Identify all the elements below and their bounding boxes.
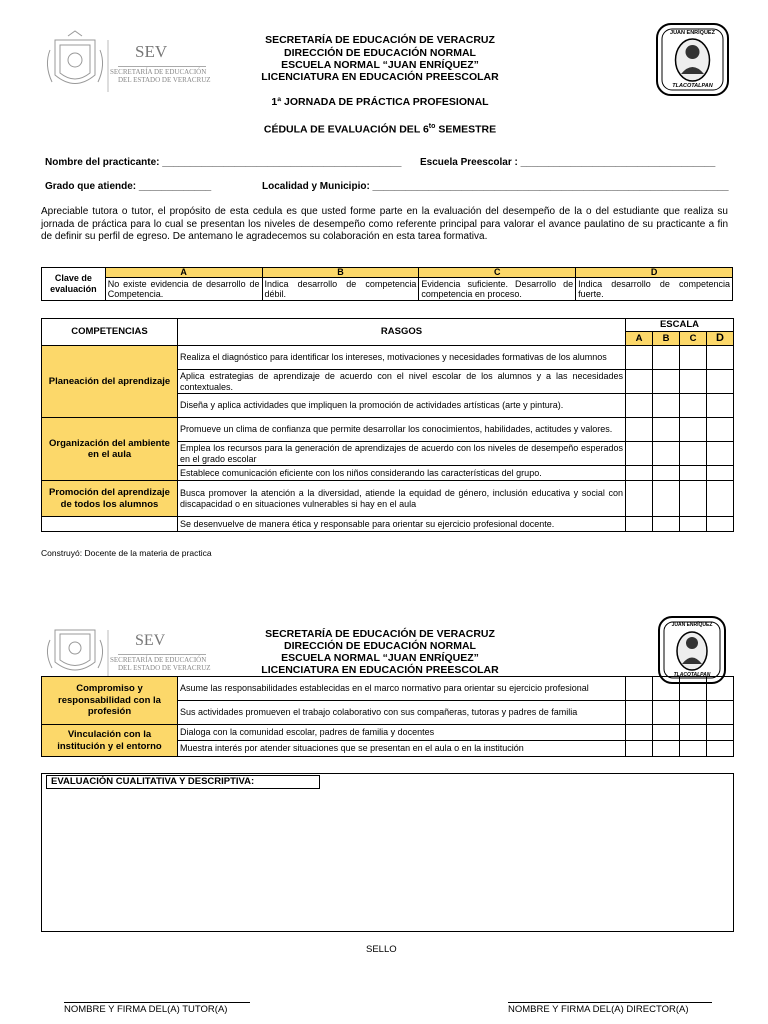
rating-cell[interactable] [653, 677, 680, 701]
scale-a: A [626, 332, 653, 346]
veracruz-shield-icon [40, 622, 210, 682]
rating-cell[interactable] [653, 370, 680, 394]
rasgo-cell: Muestra interés por atender situaciones que se presentan en el aula o en la institución [178, 741, 626, 757]
rating-cell[interactable] [626, 741, 653, 757]
rasgo-cell: Dialoga con la comunidad escolar, padres de familia y docentes [178, 725, 626, 741]
sev-line-2: DEL ESTADO DE VERACRUZ [118, 664, 211, 672]
school-logo-bottom: TLACOTALPAN [673, 672, 711, 678]
rating-cell[interactable] [707, 701, 734, 725]
rating-cell[interactable] [680, 725, 707, 741]
rating-cell[interactable] [707, 442, 734, 466]
sev-abbr: SEV [135, 42, 168, 61]
clave-letter-b: B [262, 268, 419, 278]
header-escuela: ESCUELA NORMAL “JUAN ENRÍQUEZ” [281, 59, 479, 71]
header-direccion-2: DIRECCIÓN DE EDUCACIÓN NORMAL [284, 640, 476, 652]
clave-letter-d: D [576, 268, 733, 278]
header-jornada: 1ª JORNADA DE PRÁCTICA PROFESIONAL [271, 96, 489, 108]
rating-cell[interactable] [680, 701, 707, 725]
competencia-vinculacion: Vinculación con la institución y el entorno [42, 725, 178, 757]
clave-desc-b: Indica desarrollo de competencia débil. [262, 278, 419, 301]
rating-cell[interactable] [626, 394, 653, 418]
sev-line-2: DEL ESTADO DE VERACRUZ [118, 76, 211, 84]
clave-label: Clave de evaluación [42, 268, 106, 301]
rating-cell[interactable] [680, 370, 707, 394]
rating-cell[interactable] [707, 517, 734, 532]
tutor-signature-line[interactable] [64, 1002, 250, 1003]
header-licenciatura-2: LICENCIATURA EN EDUCACIÓN PREESCOLAR [261, 664, 499, 676]
school-logo-2 [657, 615, 727, 685]
rasgo-cell: Emplea los recursos para la generación de aprendizajes de acuerdo con los niveles de desempeño esperados en el grado escolar [178, 442, 626, 466]
clave-letter-a: A [105, 268, 262, 278]
rating-cell[interactable] [680, 517, 707, 532]
tutor-signature-label: NOMBRE Y FIRMA DEL(A) TUTOR(A) [64, 1004, 228, 1015]
header-escuela-2: ESCUELA NORMAL “JUAN ENRÍQUEZ” [281, 652, 479, 664]
school-logo-bottom: TLACOTALPAN [672, 83, 713, 89]
rating-cell[interactable] [653, 418, 680, 442]
field-localidad[interactable]: Localidad y Municipio: ________________________________________________________________ [262, 181, 729, 192]
rating-cell[interactable] [626, 481, 653, 517]
rating-cell[interactable] [626, 346, 653, 370]
rasgo-cell: Sus actividades promueven el trabajo colaborativo con sus compañeras, tutoras y padres de familia [178, 701, 626, 725]
rating-cell[interactable] [626, 466, 653, 481]
rating-cell[interactable] [680, 418, 707, 442]
rating-cell[interactable] [626, 442, 653, 466]
rating-cell[interactable] [707, 370, 734, 394]
rating-cell[interactable] [707, 725, 734, 741]
rating-cell[interactable] [680, 466, 707, 481]
sello-label: SELLO [366, 944, 397, 955]
school-logo-top: JUAN ENRÍQUEZ [670, 30, 715, 36]
rating-cell[interactable] [626, 370, 653, 394]
scale-b: B [653, 332, 680, 346]
rating-cell[interactable] [707, 394, 734, 418]
competencia-empty [42, 517, 178, 532]
field-practicante[interactable]: Nombre del practicante: ___________________________________________ [45, 157, 402, 168]
rating-cell[interactable] [680, 394, 707, 418]
competencias-table [41, 318, 734, 532]
rating-cell[interactable] [653, 701, 680, 725]
rating-cell[interactable] [680, 346, 707, 370]
school-logo-top: JUAN ENRÍQUEZ [671, 622, 713, 628]
competencia-planeacion: Planeación del aprendizaje [42, 346, 178, 418]
competencia-compromiso: Compromiso y responsabilidad con la profesión [42, 677, 178, 725]
header-direccion: DIRECCIÓN DE EDUCACIÓN NORMAL [284, 47, 476, 59]
competencias-table-2 [41, 676, 734, 757]
rating-cell[interactable] [680, 677, 707, 701]
rating-cell[interactable] [680, 481, 707, 517]
field-grado[interactable]: Grado que atiende: _____________ [45, 181, 212, 192]
rating-cell[interactable] [680, 442, 707, 466]
rasgo-cell: Asume las responsabilidades establecidas en el marco normativo para orientar su ejercicio profesional [178, 677, 626, 701]
clave-desc-c: Evidencia suficiente. Desarrollo de competencia en proceso. [419, 278, 576, 301]
clave-desc-d: Indica desarrollo de competencia fuerte. [576, 278, 733, 301]
rasgo-cell: Aplica estrategias de aprendizaje de acuerdo con el nivel escolar de los alumnos y a las necesidades contextuales. [178, 370, 626, 394]
rating-cell[interactable] [707, 741, 734, 757]
competencia-organizacion: Organización del ambiente en el aula [42, 418, 178, 481]
rating-cell[interactable] [653, 394, 680, 418]
header-secretaria: SECRETARÍA DE EDUCACIÓN DE VERACRUZ [265, 34, 495, 46]
evaluacion-label: EVALUACIÓN CUALITATIVA Y DESCRIPTIVA: [46, 775, 320, 789]
sev-abbr: SEV [135, 632, 166, 649]
rasgo-cell: Realiza el diagnóstico para identificar los intereses, motivaciones y necesidades formativas de los alumnos [178, 346, 626, 370]
rasgo-cell: Busca promover la atención a la diversidad, atiende la equidad de género, inclusión educativa y social con discapacidad o en situaciones vulnerables si hay en el aula [178, 481, 626, 517]
sev-logo [40, 30, 210, 100]
header-cedula: CÉDULA DE EVALUACIÓN DEL $6^{to}$ SEMESTRE [263, 123, 497, 136]
rating-cell[interactable] [626, 418, 653, 442]
director-signature-line[interactable] [508, 1002, 712, 1003]
intro-paragraph: Apreciable tutora o tutor, el propósito de esta cedula es que usted forme parte en la evaluación del desempeño de la o del estudiante que realiza su jornada de práctica para lo cual se presentan los niveles de desempeño como referente principal para valorar el avance paulatino de su practicante a fin de definir su perfil de egreso. De antemano le agradecemos su colaboración en esta tarea formativa. [41, 206, 728, 242]
rating-cell[interactable] [707, 466, 734, 481]
rasgo-cell: Se desenvuelve de manera ética y responsable para orientar su ejercicio profesional docente. [178, 517, 626, 532]
rating-cell[interactable] [707, 418, 734, 442]
rating-cell[interactable] [626, 701, 653, 725]
rasgo-cell: Promueve un clima de confianza que permite desarrollar los conocimientos, habilidades, actitudes y valores. [178, 418, 626, 442]
sev-line-1: SECRETARÍA DE EDUCACIÓN [110, 68, 207, 76]
rating-cell[interactable] [707, 481, 734, 517]
rating-cell[interactable] [626, 725, 653, 741]
rating-cell[interactable] [680, 741, 707, 757]
rating-cell[interactable] [707, 346, 734, 370]
rating-cell[interactable] [653, 346, 680, 370]
col-escala: ESCALA [626, 319, 734, 332]
clave-desc-a: No existe evidencia de desarrollo de Competencia. [105, 278, 262, 301]
school-logo [655, 22, 730, 97]
rating-cell[interactable] [653, 481, 680, 517]
competencia-promocion: Promoción del aprendizaje de todos los alumnos [42, 481, 178, 517]
clave-table [41, 267, 733, 301]
scale-c: C [680, 332, 707, 346]
construyo-note: Construyó: Docente de la materia de practica [41, 548, 212, 558]
rating-cell[interactable] [653, 466, 680, 481]
header-secretaria-2: SECRETARÍA DE EDUCACIÓN DE VERACRUZ [265, 628, 495, 640]
clave-letter-c: C [419, 268, 576, 278]
evaluacion-box[interactable] [41, 773, 734, 932]
field-escuela[interactable]: Escuela Preescolar : ___________________________________ [420, 157, 716, 168]
director-signature-label: NOMBRE Y FIRMA DEL(A) DIRECTOR(A) [508, 1004, 689, 1015]
rating-cell[interactable] [653, 517, 680, 532]
rating-cell[interactable] [653, 442, 680, 466]
col-competencias: COMPETENCIAS [42, 319, 178, 346]
rating-cell[interactable] [653, 725, 680, 741]
rating-cell[interactable] [653, 741, 680, 757]
col-rasgos: RASGOS [178, 319, 626, 346]
header-licenciatura: LICENCIATURA EN EDUCACIÓN PREESCOLAR [261, 71, 499, 83]
rating-cell[interactable] [626, 517, 653, 532]
rasgo-cell: Establece comunicación eficiente con los niños considerando las características del grupo. [178, 466, 626, 481]
sev-line-1: SECRETARÍA DE EDUCACIÓN [110, 656, 207, 664]
rating-cell[interactable] [626, 677, 653, 701]
rasgo-cell: Diseña y aplica actividades que impliquen la promoción de actividades artísticas (arte y pintura). [178, 394, 626, 418]
rating-cell[interactable] [707, 677, 734, 701]
scale-d: D [707, 332, 734, 346]
